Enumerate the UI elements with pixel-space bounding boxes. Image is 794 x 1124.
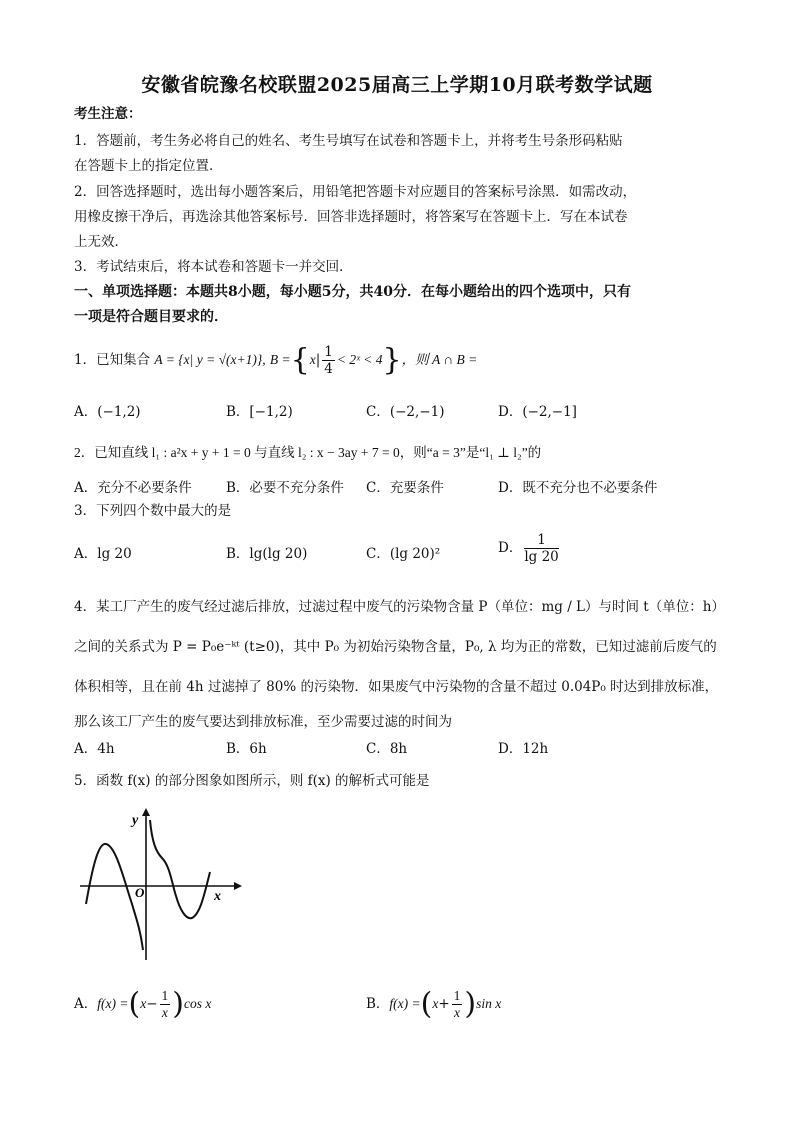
option-a[interactable] — [74, 984, 211, 1025]
option-a[interactable]: A．充分不必要条件 — [74, 480, 192, 496]
option-b[interactable]: B．[−1,2) — [226, 404, 293, 420]
option-lhs: f(x) = — [389, 996, 421, 1011]
option-lhs: f(x) = — [97, 996, 129, 1011]
option-b[interactable]: B．必要不充分条件 — [226, 480, 344, 496]
fraction-numerator: 1 — [524, 532, 558, 549]
notice-line: 3．考试结束后，将本试卷和答题卡一并交回． — [74, 259, 353, 275]
question-4-line: 4．某工厂产生的废气经过滤后排放，过滤过程中废气的污染物含量 P（单位：mg / L）与时间 t（单位：h） — [74, 599, 725, 615]
fraction-denominator: x — [454, 1005, 461, 1020]
notice-line: 2．回答选择题时，选出每小题答案后，用铅笔把答题卡对应题目的答案标号涂黑．如需改动， — [74, 184, 637, 200]
q1-set-b-suffix: < 2ˣ < 4 — [336, 352, 383, 367]
question-1-stem — [74, 340, 724, 380]
right-brace: } — [382, 342, 402, 378]
section-heading: 一项是符合题目要求的． — [74, 309, 228, 325]
fraction-denominator: 4 — [324, 361, 333, 377]
notice-line: 1．答题前，考生务必将自己的姓名、考生号填写在试卷和答题卡上，并将考生号条形码粘贴 — [74, 133, 623, 149]
x-axis-arrow — [234, 882, 242, 890]
q1-set-b-var: x — [309, 352, 316, 367]
option-trig: sin x — [476, 996, 502, 1011]
left-paren: ( — [128, 986, 141, 1022]
q5-options — [74, 984, 724, 1024]
option-c[interactable]: C．(lg 20)² — [366, 546, 441, 562]
q1-options — [74, 400, 724, 422]
q1-set-a: A = {x| y = √(x+1)}, — [154, 352, 266, 367]
option-x: x — [140, 996, 147, 1011]
y-axis-label: y — [132, 813, 139, 828]
q1-fraction — [322, 344, 335, 377]
option-a[interactable]: A．lg 20 — [74, 546, 132, 562]
origin-label: O — [135, 885, 145, 900]
notice-line: 上无效． — [74, 234, 128, 250]
option-a[interactable]: A．4h — [74, 741, 115, 757]
option-d[interactable]: D．既不充分也不必要条件 — [498, 480, 658, 496]
option-d-fraction — [524, 532, 558, 565]
notice-line: 在答题卡上的指定位置． — [74, 158, 223, 174]
q1-set-b-prefix: B = — [269, 352, 291, 367]
option-d[interactable]: D．12h — [498, 741, 549, 757]
fraction-numerator: 1 — [161, 988, 169, 1003]
option-sign: − — [146, 996, 158, 1012]
question-4-line: 之间的关系式为 P = P₀e⁻ᵏᵗ (t≥0)，其中 P₀ 为初始污染物含量，P₀, λ 均为正的常数，已知过滤前后废气的 — [74, 639, 717, 655]
question-number: 1． — [74, 352, 97, 368]
question-5-stem: 5．函数 f(x) 的部分图象如图所示，则 f(x) 的解析式可能是 — [74, 773, 430, 789]
q4-options — [74, 737, 724, 759]
option-fraction — [452, 988, 463, 1021]
fraction-numerator: 1 — [453, 988, 461, 1003]
q1-stem-suffix: ，则 A ∩ B = — [401, 352, 478, 367]
option-d[interactable] — [498, 532, 561, 565]
curve-right-branch — [150, 820, 210, 918]
right-paren: ) — [172, 986, 184, 1022]
x-axis-label: x — [214, 889, 221, 904]
option-c[interactable]: C．(−2,−1) — [366, 404, 445, 420]
option-label: B． — [366, 996, 390, 1012]
notice-line: 用橡皮擦干净后，再选涂其他答案标号．回答非选择题时，将答案写在答题卡上．写在本试卷 — [74, 209, 628, 225]
bar: | — [315, 352, 321, 368]
y-axis-arrow — [142, 808, 150, 816]
question-3-stem: 3．下列四个数中最大的是 — [74, 503, 232, 519]
option-sign: + — [438, 996, 450, 1012]
q1-stem-prefix: 已知集合 — [96, 352, 151, 368]
fraction-denominator: lg 20 — [524, 549, 559, 565]
left-paren: ( — [420, 986, 433, 1022]
q3-options — [74, 532, 724, 576]
question-4-line: 体积相等，且在前 4h 过滤掉了 80% 的污染物．如果废气中污染物的含量不超过 0.04P₀ 时达到排放标准， — [74, 679, 719, 695]
question-2-stem: 2．已知直线 l₁ : a²x + y + 1 = 0 与直线 l₂ : x − 3ay + 7 = 0，则“a = 3”是“l₁ ⊥ l₂”的 — [74, 445, 542, 460]
option-b[interactable] — [366, 984, 501, 1025]
option-c[interactable]: C．8h — [366, 741, 408, 757]
option-a[interactable]: A．(−1,2) — [74, 404, 141, 420]
option-x: x — [432, 996, 439, 1011]
option-b[interactable]: B．lg(lg 20) — [226, 546, 308, 562]
fraction-denominator: x — [161, 1005, 168, 1020]
option-c[interactable]: C．充要条件 — [366, 480, 444, 496]
option-d[interactable]: D．(−2,−1] — [498, 404, 577, 420]
section-heading: 一、单项选择题：本题共8小题，每小题5分，共40分．在每小题给出的四个选项中，只有 — [74, 284, 631, 300]
notice-heading: 考生注意： — [74, 106, 142, 122]
option-label: A． — [74, 996, 98, 1012]
question-4-line: 那么该工厂产生的废气要达到排放标准，至少需要过滤的时间为 — [74, 714, 452, 730]
fraction-numerator: 1 — [324, 344, 333, 360]
option-b[interactable]: B．6h — [226, 741, 267, 757]
option-d-label: D． — [498, 540, 523, 556]
left-brace: { — [290, 342, 310, 378]
q2-options — [74, 476, 724, 498]
exam-title: 安徽省皖豫名校联盟2025届高三上学期10月联考数学试题 — [141, 74, 653, 96]
right-paren: ) — [464, 986, 477, 1022]
function-graph — [74, 800, 254, 970]
option-fraction — [160, 988, 171, 1021]
option-trig: cos x — [183, 996, 212, 1011]
